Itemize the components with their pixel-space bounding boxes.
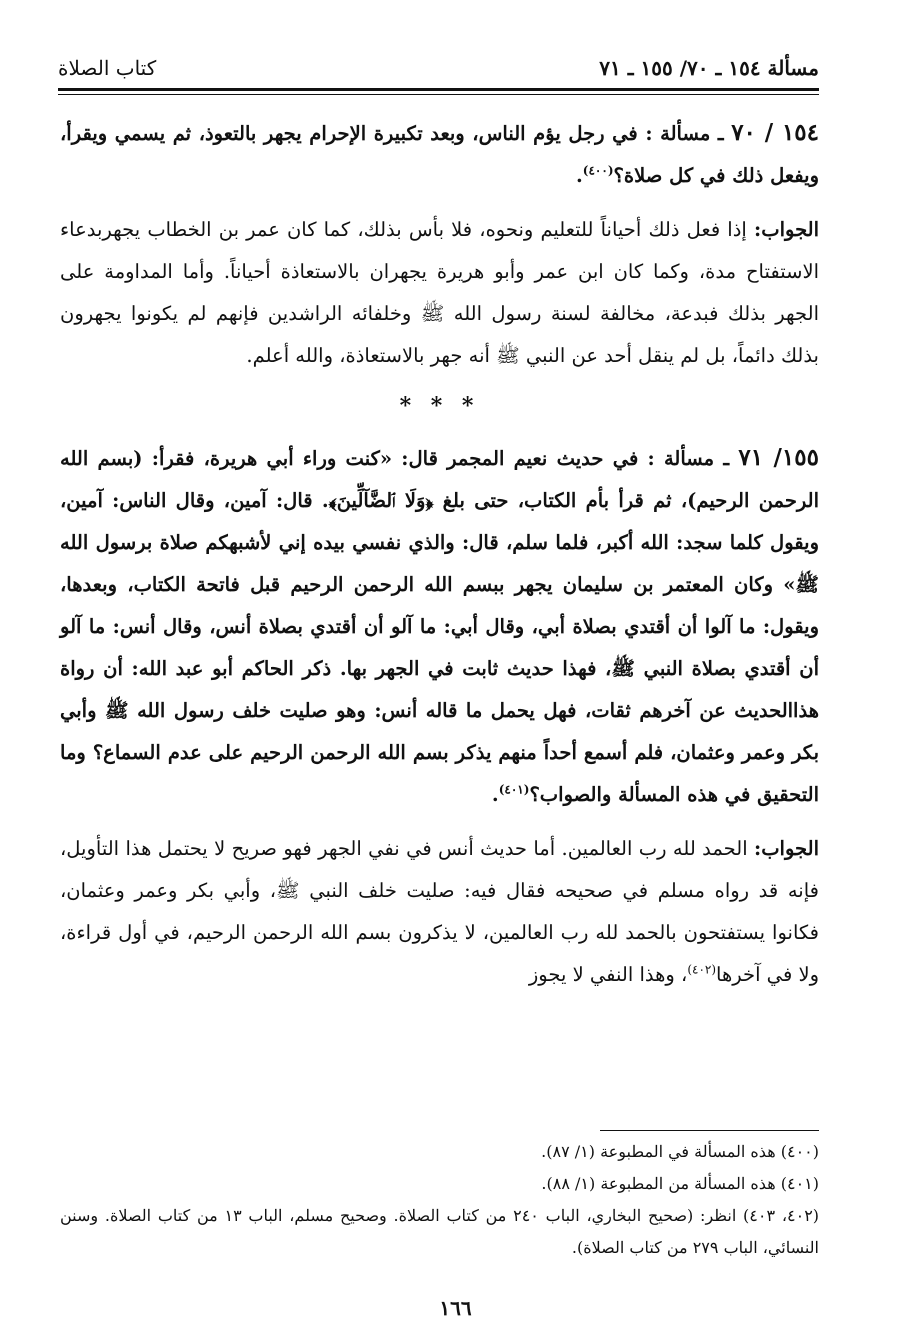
header-rule-thick [58, 88, 819, 91]
answer-154 [60, 209, 819, 377]
answer-155-label: الجواب: [754, 837, 819, 860]
question-154-text: في رجل يؤم الناس، وبعد تكبيرة الإحرام يجهر بالتعوذ، ثم يسمي ويقرأ، ويفعل ذلك في كل صلاة؟ [60, 122, 819, 187]
question-154-end: . [576, 164, 583, 187]
footnote-ref-402: (٤٠٢) [687, 962, 717, 977]
header-rule-thin [58, 94, 819, 95]
answer-155-tail: ، وهذا النفي لا يجوز [528, 963, 688, 986]
answer-154-label: الجواب: [754, 218, 820, 241]
question-155-text: في حديث نعيم المجمر قال: «كنت وراء أبي هريرة، فقرأ: (بسم الله الرحمن الرحيم)، ثم قرأ بأم الكتاب، حتى بلغ ﴿وَلَا ٱلضَّآلِّينَ﴾. قال: آمين، وقال الناس: آمين، ويقول كلما سجد: الله أكبر، فلما سلم، قال: والذي نفسي بيده إني لأشبهكم صلاة برسول الله ﷺ» وكان المعتمر بن سليمان يجهر ببسم الله الرحمن الرحيم قبل فاتحة الكتاب، وبعدها، ويقول: ما آلوا أن أقتدي بصلاة أبي، وقال أبي: ما آلو أن أقتدي بصلاة أنس، وقال أنس: ما آلو أن أقتدي بصلاة النبي ﷺ، فهذا حديث ثابت في الجهر بها. ذكر الحاكم أبو عبد الله: أن رواة هذاالحديث عن آخرهم ثقات، فهل يحمل ما قاله أنس: وهو صليت خلف رسول الله ﷺ وأبي بكر وعمر وعثمان، فلم أسمع أحداً منهم يذكر بسم الله الرحمن الرحيم على عدم السماع؟ وما التحقيق في هذه المسألة والصواب؟ [60, 447, 819, 806]
main-text [60, 112, 819, 1008]
footnote-401: (٤٠١) هذه المسألة من المطبوعة (١/ ٨٨). [541, 1174, 819, 1193]
footnote-ref-401: (٤٠١) [498, 782, 530, 797]
question-155-end: . [491, 783, 499, 806]
footnote-400: (٤٠٠) هذه المسألة في المطبوعة (١/ ٨٧). [541, 1142, 819, 1161]
running-header-questions: مسألة ١٥٤ ـ ٧٠/ ١٥٥ ـ ٧١ [599, 56, 819, 80]
question-155 [60, 437, 819, 816]
question-155-number: ١٥٥/ ٧١ [738, 444, 819, 471]
running-header [58, 40, 819, 80]
question-154-number: ١٥٤ / ٧٠ [731, 119, 819, 146]
running-header-book-title: كتاب الصلاة [58, 56, 157, 80]
section-separator: * * * [399, 393, 480, 419]
footnote-402-403: (٤٠٢، ٤٠٣) انظر: (صحيح البخاري، الباب ٢٤٠ من كتاب الصلاة. وصحيح مسلم، الباب ١٣ من كتاب الصلاة. وسنن النسائي، الباب ٢٧٩ من كتاب الصلاة). [60, 1206, 820, 1257]
question-154 [60, 112, 819, 197]
question-155-label: ـ مسألة : [647, 447, 730, 470]
footnotes [60, 1136, 819, 1264]
answer-155-text: الحمد لله رب العالمين. أما حديث أنس في نفي الجهر فهو صريح لا يحتمل هذا التأويل، فإنه قد رواه مسلم في صحيحه فقال فيه: صليت خلف النبي ﷺ، وأبي بكر وعمر وعثمان، فكانوا يستفتحون بالحمد لله رب العالمين، لا يذكرون بسم الله الرحمن الرحيم، في أول قراءة، ولا في آخرها [60, 837, 819, 986]
page-number: ١٦٦ [439, 1296, 472, 1320]
question-154-label: ـ مسألة : [645, 122, 724, 145]
footnote-ref-400: (٤٠٠) [582, 163, 614, 178]
answer-155 [60, 828, 819, 996]
footnote-rule [600, 1130, 819, 1131]
answer-154-text: إذا فعل ذلك أحياناً للتعليم ونحوه، فلا بأس بذلك، كما كان عمر بن الخطاب يجهربدعاء الاستفتاح مدة، وكما كان ابن عمر وأبو هريرة يجهران بالاستعاذة أحياناً. وأما المداومة على الجهر بذلك فبدعة، مخالفة لسنة رسول الله ﷺ وخلفائه الراشدين فإنهم لم يكونوا يجهرون بذلك دائماً، بل لم ينقل أحد عن النبي ﷺ أنه جهر بالاستعاذة، والله أعلم. [60, 218, 819, 367]
